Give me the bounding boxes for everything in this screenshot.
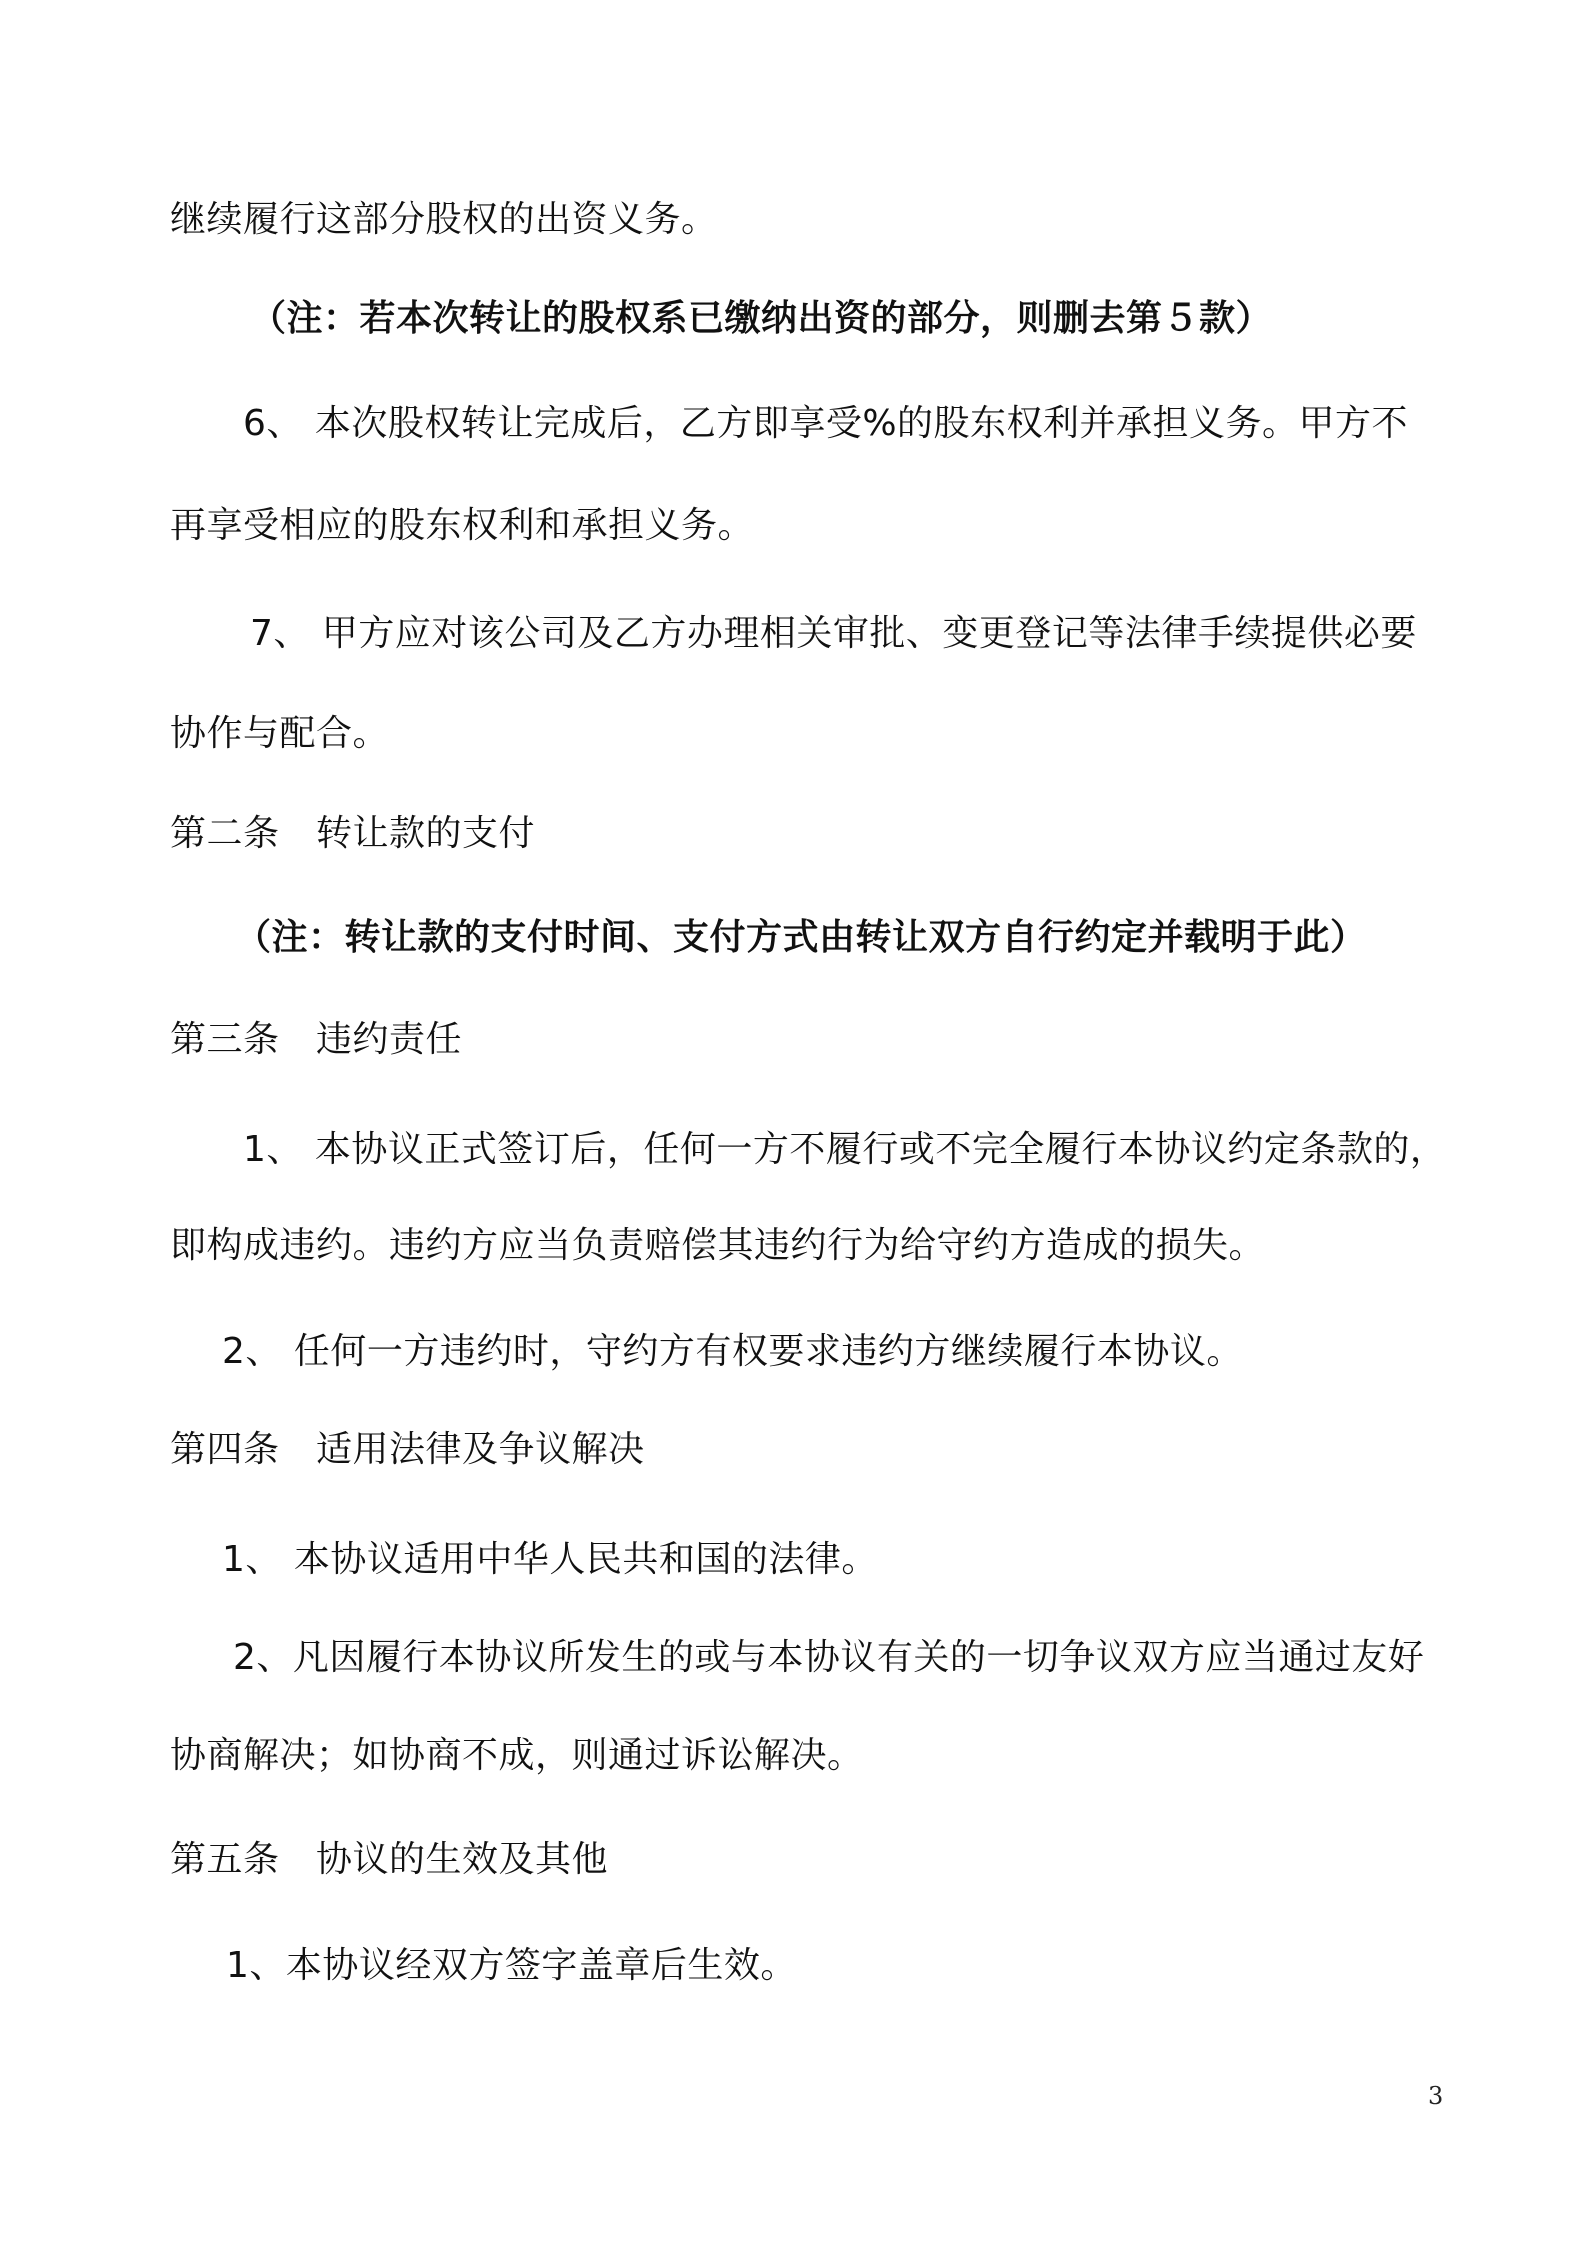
section-heading: 第三条 违约责任 xyxy=(170,1019,463,1060)
note-line: （注：转让款的支付时间、支付方式由转让双方自行约定并载明于此） xyxy=(235,917,1367,958)
text-line: 2、 任何一方违约时，守约方有权要求违约方继续履行本协议。 xyxy=(222,1331,1243,1372)
text-line: 2、凡因履行本协议所发生的或与本协议有关的一切争议双方应当通过友好 xyxy=(233,1637,1425,1678)
text-line: 1、本协议经双方签字盖章后生效。 xyxy=(226,1945,797,1986)
text-line: 7、 甲方应对该公司及乙方办理相关审批、变更登记等法律手续提供必要 xyxy=(250,613,1417,654)
text-line: 1、 本协议正式签订后，任何一方不履行或不完全履行本协议约定条款的， xyxy=(243,1129,1447,1170)
section-heading: 第四条 适用法律及争议解决 xyxy=(170,1429,645,1470)
text-line: 再享受相应的股东权利和承担义务。 xyxy=(170,505,755,546)
section-heading: 第五条 协议的生效及其他 xyxy=(170,1839,609,1880)
text-line: 即构成违约。违约方应当负责赔偿其违约行为给守约方造成的损失。 xyxy=(170,1225,1266,1266)
text-line: 1、 本协议适用中华人民共和国的法律。 xyxy=(222,1539,878,1580)
text-line: 协商解决；如协商不成，则通过诉讼解决。 xyxy=(170,1735,864,1776)
page-number: 3 xyxy=(1428,2082,1444,2110)
text-line: 6、 本次股权转让完成后，乙方即享受%的股东权利并承担义务。甲方不 xyxy=(243,403,1409,444)
section-heading: 第二条 转让款的支付 xyxy=(170,813,536,854)
note-line: （注：若本次转让的股权系已缴纳出资的部分，则删去第５款） xyxy=(250,298,1273,339)
text-line: 继续履行这部分股权的出资义务。 xyxy=(170,199,718,240)
text-line: 协作与配合。 xyxy=(170,713,390,754)
